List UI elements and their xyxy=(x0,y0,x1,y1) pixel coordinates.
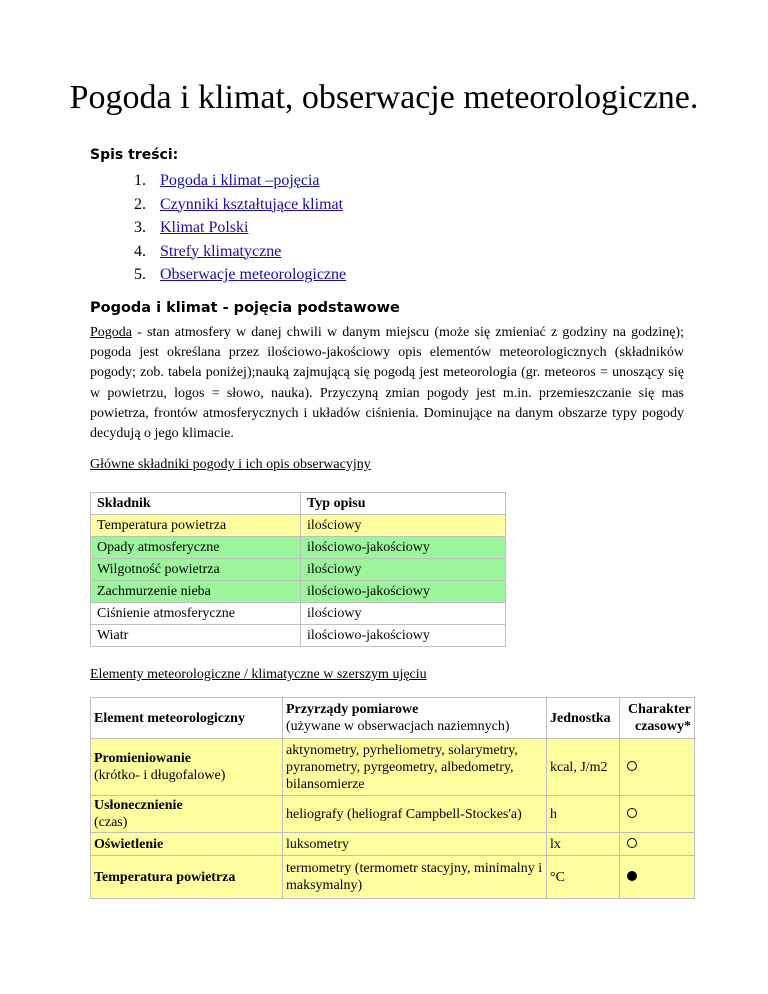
cell-element xyxy=(91,833,283,856)
cell-skladnik: Opady atmosferyczne xyxy=(91,537,301,559)
toc-heading: Spis treści: xyxy=(90,147,179,163)
cell-skladnik: Wiatr xyxy=(91,625,301,647)
open-circle-icon xyxy=(627,808,637,818)
cell-character xyxy=(620,739,695,796)
table-header-row xyxy=(91,493,506,515)
cell-unit: °C xyxy=(547,856,620,899)
toc-number: 1. xyxy=(134,172,146,189)
cell-character xyxy=(620,833,695,856)
toc-number: 4. xyxy=(134,242,146,260)
column-header-character xyxy=(620,698,695,739)
table-row xyxy=(91,515,506,537)
instruments-header-title: Przyrządy pomiarowe xyxy=(286,702,419,717)
cell-element xyxy=(91,856,283,899)
meteorological-elements-table xyxy=(90,697,695,899)
toc-item xyxy=(134,216,346,240)
toc-number: 5. xyxy=(134,266,146,283)
column-header-unit: Jednostka xyxy=(547,698,620,739)
table-row xyxy=(91,856,695,899)
toc-item xyxy=(134,169,346,193)
cell-instruments: heliografy (heliograf Campbell-Stockes'a) xyxy=(283,796,547,833)
table-row xyxy=(91,581,506,603)
toc-link-strefy[interactable]: Strefy klimatyczne xyxy=(160,242,282,260)
page-title: Pogoda i klimat, obserwacje meteorologiczne. xyxy=(69,79,699,116)
character-header-line2: czasowy* xyxy=(635,719,691,734)
table-row xyxy=(91,833,695,856)
toc-link-czynniki[interactable]: Czynniki kształtujące klimat xyxy=(160,195,344,213)
cell-typ-opisu: ilościowo-jakościowy xyxy=(301,581,506,603)
cell-element xyxy=(91,796,283,833)
table-row xyxy=(91,559,506,581)
table-row xyxy=(91,625,506,647)
section-heading: Pogoda i klimat - pojęcia podstawowe xyxy=(90,300,400,316)
column-header-typ-opisu: Typ opisu xyxy=(301,493,506,515)
table-row xyxy=(91,796,695,833)
cell-typ-opisu: ilościowy xyxy=(301,515,506,537)
cell-instruments: luksometry xyxy=(283,833,547,856)
table-header-row xyxy=(91,698,695,739)
filled-circle-icon xyxy=(627,871,637,881)
open-circle-icon xyxy=(627,838,637,848)
cell-typ-opisu: ilościowy xyxy=(301,603,506,625)
element-name: Temperatura powietrza xyxy=(94,869,236,885)
table1-caption: Główne składniki pogody i ich opis obserwacyjny xyxy=(90,457,371,472)
column-header-element: Element meteorologiczny xyxy=(91,698,283,739)
cell-unit: lx xyxy=(547,833,620,856)
column-header-skladnik: Składnik xyxy=(91,493,301,515)
cell-skladnik: Zachmurzenie nieba xyxy=(91,581,301,603)
table-of-contents xyxy=(134,169,346,287)
intro-paragraph xyxy=(90,323,684,444)
cell-skladnik: Wilgotność powietrza xyxy=(91,559,301,581)
toc-link-pogoda-i-klimat[interactable]: Pogoda i klimat –pojęcia xyxy=(160,172,320,189)
cell-character xyxy=(620,856,695,899)
cell-unit: kcal, J/m2 xyxy=(547,739,620,796)
table-row xyxy=(91,603,506,625)
element-note: (czas) xyxy=(94,815,128,830)
cell-typ-opisu: ilościowo-jakościowy xyxy=(301,625,506,647)
element-name: Oświetlenie xyxy=(94,836,164,852)
cell-instruments: termometry (termometr stacyjny, minimalny i maksymalny) xyxy=(283,856,547,899)
cell-typ-opisu: ilościowo-jakościowy xyxy=(301,537,506,559)
cell-typ-opisu: ilościowy xyxy=(301,559,506,581)
cell-skladnik: Ciśnienie atmosferyczne xyxy=(91,603,301,625)
instruments-header-note: (używane w obserwacjach naziemnych) xyxy=(286,719,510,734)
cell-skladnik: Temperatura powietrza xyxy=(91,515,301,537)
table2-caption: Elementy meteorologiczne / klimatyczne w szerszym ujęciu xyxy=(90,667,427,682)
weather-components-table xyxy=(90,492,506,647)
toc-link-obserwacje[interactable]: Obserwacje meteorologiczne xyxy=(160,266,347,283)
cell-character xyxy=(620,796,695,833)
character-header-line1: Charakter xyxy=(628,702,691,717)
cell-instruments: aktynometry, pyrheliometry, solarymetry, pyranometry, pyrgeometry, albedometry, bilansomierze xyxy=(283,739,547,796)
element-note: (krótko- i długofalowe) xyxy=(94,768,226,783)
element-name: Usłonecznienie xyxy=(94,798,183,813)
cell-unit: h xyxy=(547,796,620,833)
paragraph-text: - stan atmosfery w danej chwili w danym miejscu (może się zmieniać z godziny na godzinę); pogoda jest określana przez ilościowo-jakościowy opis elementów meteorologicznych (składników pogody; zob. tabela poniżej);nauką zajmującą się pogodą jest meteorologia (gr. meteoros = unoszący się w powietrzu, logos = słowo, nauka). Przyczyną zmian pogody jest m.in. przemieszczanie się mas powietrza, frontów atmosferycznych i układów ciśnienia. Dominujące na danym obszarze typy pogody decydują o jego klimacie. xyxy=(90,325,684,442)
toc-item xyxy=(134,240,346,264)
table-row xyxy=(91,537,506,559)
open-circle-icon xyxy=(627,761,637,771)
toc-item xyxy=(134,193,346,217)
table-row xyxy=(91,739,695,796)
toc-link-klimat-polski[interactable]: Klimat Polski xyxy=(160,219,249,236)
cell-element xyxy=(91,739,283,796)
element-name: Promieniowanie xyxy=(94,751,191,766)
toc-number: 3. xyxy=(134,219,146,236)
paragraph-lead: Pogoda xyxy=(90,325,132,340)
toc-item xyxy=(134,263,346,287)
toc-number: 2. xyxy=(134,195,146,213)
column-header-instruments xyxy=(283,698,547,739)
